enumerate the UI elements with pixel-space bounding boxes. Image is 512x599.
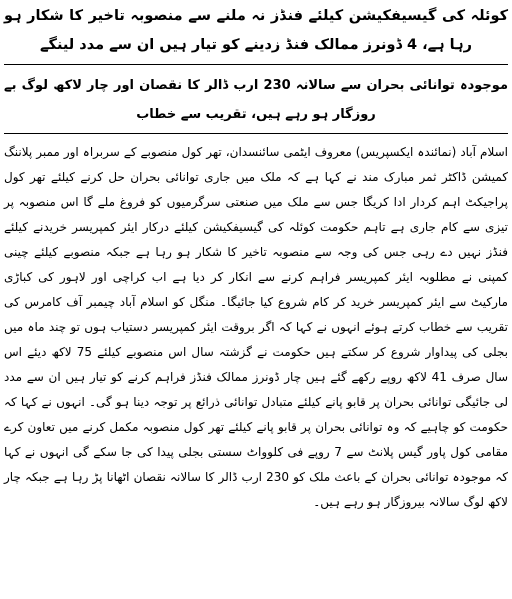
divider-top	[4, 64, 508, 65]
divider-bottom	[4, 133, 508, 134]
subheadline: موجودہ توانائی بحران سے سالانہ 230 ارب ڈالر کا نقصان اور چار لاکھ لوگ بے روزگار ہو رہے ہیں، تقریب سے خطاب	[4, 78, 508, 122]
article-body: اسلام آباد (نمائندہ ایکسپریس) معروف ایٹمی سائنسدان، تھر کول منصوبے کے سربراہ اور ممبر پلاننگ کمیشن ڈاکٹر ثمر مبارک مند نے کہا ہے کہ ملک میں جاری توانائی بحران حل کرنے کیلئے تھر کول پراجیکٹ اہم کردار ادا کریگا جس سے ملک میں صنعتی سرگرمیوں کو فروغ ملے گا اس منصوبہ پر تیزی سے کام جاری ہے تاہم حکومت کوئلہ کی گیسیفکیشن کیلئے درکار ایئر کمپریسر خریدنے کیلئے فنڈز نہیں دے رہی جس کی وجہ سے منصوبہ تاخیر کا شکار ہو رہا ہے جبکہ منصوبے کیلئے چینی کمپنی نے مطلوبہ ایئر کمپریسر فراہم کرنے سے انکار کر دیا ہے اب کراچی اور لاہور کی کباڑی مارکیٹ سے ایئر کمپریسر خرید کر کام شروع کیا جائیگا۔ منگل کو اسلام آباد چیمبر آف کامرس کی تقریب سے خطاب کرتے ہوئے انہوں نے کہا کہ اگر بروقت ایئر کمپریسر دستیاب ہوں تو چند ماہ میں بجلی کی پیداوار شروع کر سکتے ہیں حکومت نے گزشتہ سال اس منصوبے کیلئے 75 لاکھ دیئے اس سال صرف 41 لاکھ روپے رکھے گئے ہیں چار ڈونرز ممالک فنڈز فراہم کرنے کو تیار ہیں ان سے مدد لی جائیگی توانائی بحران پر قابو پانے کیلئے متبادل توانائی ذرائع پر توجہ دینا ہو گی۔ انہوں نے کہا کہ حکومت کو چاہیے کہ وہ توانائی بحران پر قابو پانے کیلئے تھر کول منصوبہ مکمل کرنے میں تعاون کرے مقامی کول پاور گیس پلانٹ سے 7 روپے فی کلوواٹ سستی بجلی پیدا کی جا سکے گی انہوں نے کہا کہ موجودہ توانائی بحران کے باعث ملک کو 230 ارب ڈالر کا سالانہ نقصان اٹھانا پڑ رہا ہے جبکہ چار لاکھ لوگ سالانہ بیروزگار ہو رہے ہیں۔	[4, 145, 509, 509]
headline: کوئلہ کی گیسیفکیشن کیلئے فنڈز نہ ملنے سے منصوبہ تاخیر کا شکار ہو رہا ہے، 4 ڈونرز ممالک فنڈ زدینے کو تیار ہیں ان سے مدد لینگے	[4, 8, 508, 53]
